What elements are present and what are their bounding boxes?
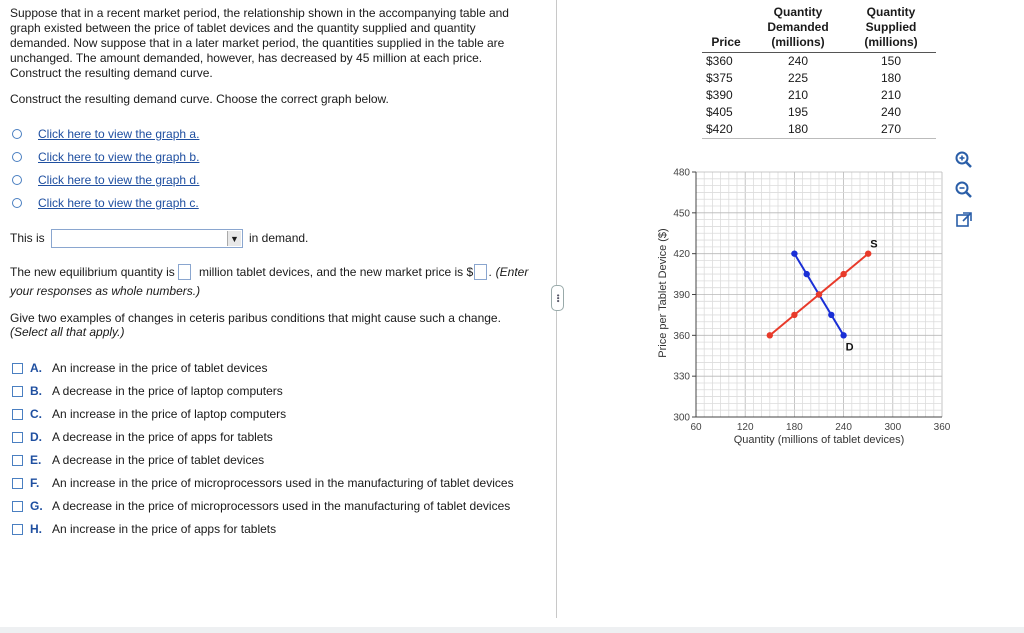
equilibrium-quantity-input[interactable] [178,264,191,280]
cell-price: $420 [702,121,750,139]
graph-d-link[interactable]: Click here to view the graph d. [38,173,200,187]
radio-button[interactable] [12,152,22,162]
equilibrium-prompt [10,265,175,279]
option-text: An increase in the price of apps for tablets [52,522,277,536]
option-letter: C. [30,407,42,421]
y-tick-label: 330 [673,371,690,383]
data-point-d [828,312,834,318]
header-qd-line3: (millions) [771,35,825,49]
cell-qd: 240 [787,54,809,68]
data-point-d [804,271,810,277]
supply-demand-table [702,2,936,139]
y-tick-label: 360 [673,330,690,342]
eq-instructions: your responses as whole numbers.) [10,284,201,298]
option-b[interactable] [12,383,283,399]
data-point-s [840,271,846,277]
question-intro: Suppose that in a recent market period, the relationship shown in the accompanying table and graph existed between the price of tablet devices and the quantity supplied and quantity demanded. Now suppose that in a later market period, the quantities supplied in the table are unchanged. The amount demanded, however, has decreased by 45 million at each price. Construct the resulting demand curve. [10,6,509,80]
y-tick-label: 300 [673,412,690,424]
cell-price: $390 [706,88,733,102]
option-c[interactable] [12,406,286,422]
graph-b-link[interactable]: Click here to view the graph b. [38,150,200,164]
graph-option-c[interactable] [12,195,199,211]
cell-price: $360 [706,54,733,68]
data-point-s [816,291,822,297]
cell-qs: 270 [846,121,936,139]
cell-price: $375 [706,71,733,85]
zoom-in-icon[interactable] [954,150,974,170]
data-point-s [865,250,871,256]
changes-prompt: Give two examples of changes in ceteris paribus conditions that might cause such a change. [10,311,501,325]
chevron-down-icon[interactable]: ▼ [227,231,241,246]
chart-series [767,239,878,354]
y-tick-label: 390 [673,290,690,301]
graph-option-a[interactable] [12,126,199,142]
checkbox[interactable] [12,363,23,374]
y-tick-label: 480 [673,167,690,179]
data-point-s [791,312,797,318]
panel-resize-handle[interactable]: ••• [551,285,564,311]
graph-option-b[interactable] [12,149,199,165]
option-a[interactable] [12,360,267,376]
changes-note: (Select all that apply.) [10,325,125,339]
option-text: An increase in the price of tablet devices [52,361,268,375]
option-letter: F. [30,476,40,490]
header-qs-line2: Supplied [865,20,917,34]
popout-icon[interactable] [954,210,974,230]
checkbox[interactable] [12,524,23,535]
cell-qs: 240 [880,105,902,119]
radio-button[interactable] [12,175,22,185]
zoom-out-icon[interactable] [954,180,974,200]
graph-c-link[interactable]: Click here to view the graph c. [38,196,199,210]
radio-button[interactable] [12,129,22,139]
table-row [702,121,936,139]
construct-prompt: Construct the resulting demand curve. Choose the correct graph below. [10,92,389,106]
table-row [702,53,936,71]
option-letter: B. [30,384,42,398]
graph-a-link[interactable]: Click here to view the graph a. [38,127,200,141]
x-tick-label: 120 [736,422,754,433]
checkbox[interactable] [12,501,23,512]
radio-button[interactable] [12,198,22,208]
option-text: A decrease in the price of tablet devices [52,453,265,467]
shift-direction-select[interactable] [51,229,243,248]
table-row [702,70,936,87]
checkbox[interactable] [12,478,23,489]
bottom-bar [0,627,1024,633]
y-tick-label: 420 [673,249,690,261]
x-tick-label: 300 [884,422,902,433]
checkbox[interactable] [12,386,23,397]
eq-text-1: The new equilibrium quantity is [10,265,175,279]
data-point-s [767,332,773,338]
table-row [702,87,936,104]
cell-qs: 210 [880,88,902,102]
checkbox[interactable] [12,432,23,443]
option-letter: G. [30,499,43,513]
checkbox[interactable] [12,455,23,466]
option-f[interactable] [12,475,514,491]
option-e[interactable] [12,452,264,468]
option-text: A decrease in the price of apps for tablets [52,430,273,444]
option-text: A decrease in the price of laptop computers [52,384,283,398]
equilibrium-price-input[interactable] [474,264,487,280]
cell-qd: 225 [787,71,809,85]
graph-tools [954,150,978,240]
y-axis-label: Price per Tablet Device ($) [657,228,669,358]
table-row [702,104,936,121]
header-qd [750,2,846,53]
cell-qd: 210 [787,88,809,102]
option-letter: D. [30,430,42,444]
option-text: An increase in the price of microprocessors used in the manufacturing of tablet devices [52,476,514,490]
x-tick-label: 180 [786,422,803,433]
option-letter: H. [30,522,42,536]
x-axis-label: Quantity (millions of tablet devices) [733,434,905,446]
option-d[interactable] [12,429,273,445]
cell-qs: 150 [880,54,902,68]
header-qs-line3: (millions) [864,35,918,49]
option-g[interactable] [12,498,510,514]
data-point-d [840,332,846,338]
x-tick-label: 60 [690,422,702,433]
header-qs [846,2,936,53]
x-tick-label: 240 [835,422,852,433]
supply-demand-chart [650,160,955,450]
data-point-d [791,250,797,256]
x-tick-label: 360 [933,422,951,433]
y-tick-label: 450 [673,208,690,220]
option-h[interactable] [12,521,276,537]
eq-text-3: . (Enter [489,265,529,279]
cell-qd: 180 [750,121,846,139]
demand-curve-label: D [845,341,854,354]
this-is-label: This is [10,231,45,245]
option-letter: E. [30,453,42,467]
option-letter: A. [30,361,42,375]
checkbox[interactable] [12,409,23,420]
cell-price: $405 [706,105,733,119]
option-text: A decrease in the price of microprocessors used in the manufacturing of tablet devices [52,499,511,513]
cell-qs: 180 [880,71,902,85]
eq-text-2: million tablet devices, and the new market price is $ [199,265,474,279]
supply-curve-label: S [870,238,878,251]
header-price: Price [702,2,750,53]
in-demand-label: in demand. [249,231,309,245]
option-text: An increase in the price of laptop computers [52,407,287,421]
header-qs-line1: Quantity [866,5,916,19]
header-qd-line2: Demanded [767,20,829,34]
graph-option-d[interactable] [12,172,199,188]
header-qd-line1: Quantity [773,5,823,19]
cell-qd: 195 [787,105,809,119]
